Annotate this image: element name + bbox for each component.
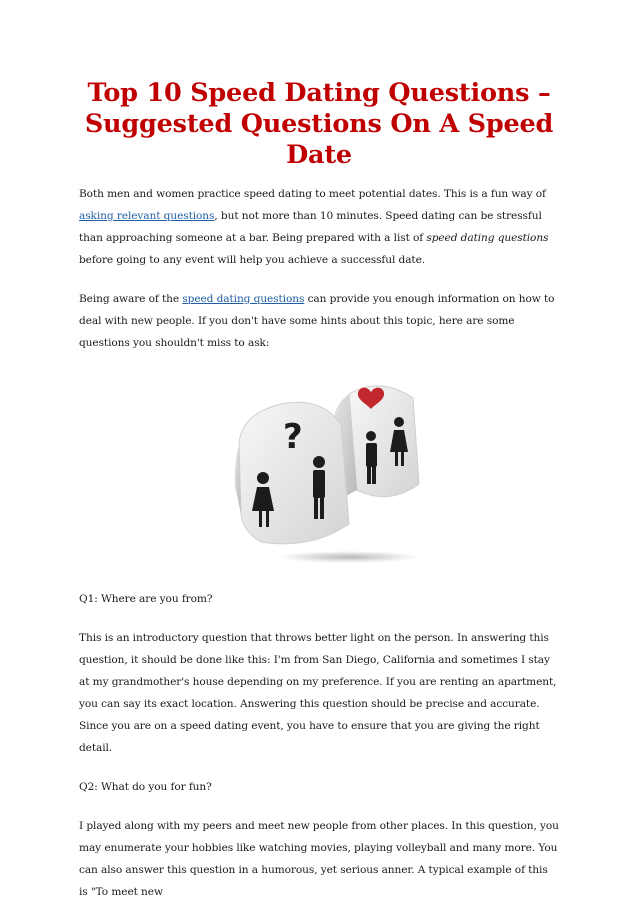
left-die <box>235 402 349 544</box>
q1-heading: Q1: Where are you from? <box>79 593 213 605</box>
awareness-paragraph <box>79 288 559 354</box>
intro-text-1: Both men and women practice speed dating to meet potential dates. This is a fun way of <box>79 188 546 200</box>
intro-emphasis: speed dating questions <box>426 232 549 244</box>
speed-dating-questions-link[interactable]: speed dating questions <box>182 293 305 305</box>
intro-text-2: , but not more than 10 minutes. Speed dating can be stressful than approaching someone at a bar. Being prepared with a list of <box>79 210 542 244</box>
document-page <box>79 78 559 903</box>
intro-text-3: before going to any event will help you achieve a successful date. <box>79 254 426 266</box>
intro-paragraph <box>79 183 559 271</box>
dice-image <box>231 374 431 564</box>
question-mark-icon: ? <box>283 417 303 457</box>
q2-heading: Q2: What do you for fun? <box>79 781 212 793</box>
para2-text-1: Being aware of the <box>79 293 183 305</box>
q2-body: I played along with my peers and meet new people from other places. In this question, you may enumerate your hobbies like watching movies, playing volleyball and many more. You can also answer this question in a humorous, yet serious anner. A typical example of this is "To meet new <box>79 820 559 898</box>
article-title: Top 10 Speed Dating Questions – Suggested Questions On A Speed Date <box>84 78 554 170</box>
asking-relevant-questions-link[interactable]: asking relevant questions <box>79 210 215 222</box>
dice-illustration <box>231 374 431 564</box>
dice-shadow <box>279 551 419 563</box>
q1-body: This is an introductory question that throws better light on the person. In answering this question, it should be done like this: I'm from San Diego, California and sometimes I stay at my grandmother's house depending on my preference. If you are renting an apartment, you can say its exact location. Answering this question should be precise and accurate. Since you are on a speed dating event, you have to ensure that you are giving the right detail. <box>79 632 557 754</box>
para2-text-2: can provide you enough information on how to deal with new people. If you don't have some hints about this topic, here are some questions you shouldn't miss to ask: <box>79 293 555 349</box>
